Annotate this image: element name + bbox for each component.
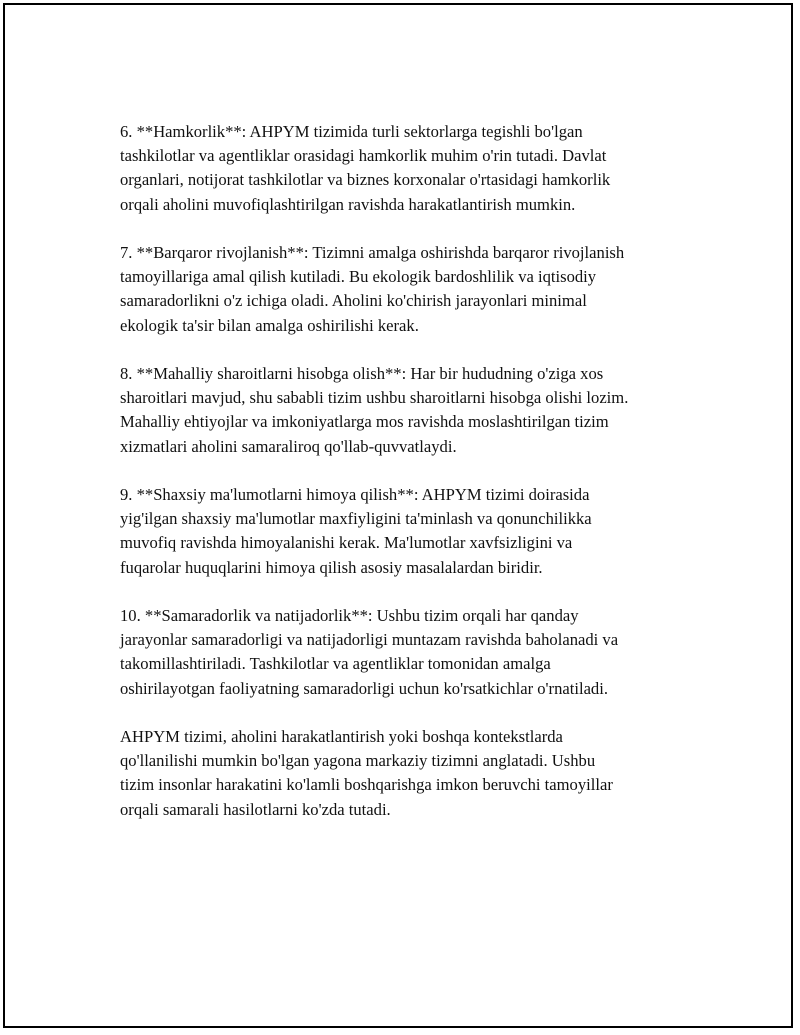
text-line: tizim insonlar harakatini ko'lamli boshqarishga imkon beruvchi tamoyillar: [120, 775, 613, 795]
text-line: tashkilotlar va agentliklar orasidagi hamkorlik muhim o'rin tutadi. Davlat: [120, 146, 607, 166]
text-line: 7. **Barqaror rivojlanish**: Tizimni amalga oshirishda barqaror rivojlanish: [120, 243, 625, 262]
text-line: tamoyillariga amal qilish kutiladi. Bu ekologik bardoshlilik va iqtisodiy: [120, 267, 597, 287]
text-line: 8. **Mahalliy sharoitlarni hisobga olish**: Har bir hududning o'ziga xos: [120, 364, 604, 383]
text-line: 9. **Shaxsiy ma'lumotlarni himoya qilish**: AHPYM tizimi doirasida: [120, 485, 590, 504]
text-line: 6. **Hamkorlik**: AHPYM tizimida turli sektorlarga tegishli bo'lgan: [120, 122, 583, 141]
paragraph-samaradorlik: [120, 604, 695, 701]
paragraph-shaxsiy-malumotlar: [120, 483, 695, 580]
text-line: jarayonlar samaradorligi va natijadorligi muntazam ravishda baholanadi va: [120, 630, 619, 650]
paragraph-conclusion: [120, 725, 695, 822]
paragraph-hamkorlik: [120, 120, 695, 217]
text-line: 10. **Samaradorlik va natijadorlik**: Ushbu tizim orqali har qanday: [120, 606, 579, 625]
text-line: oshirilayotgan faoliyatning samaradorligi uchun ko'rsatkichlar o'rnatiladi.: [120, 678, 608, 698]
text-line: muvofiq ravishda himoyalanishi kerak. Ma'lumotlar xavfsizligini va: [120, 533, 573, 553]
paragraph-barqaror-rivojlanish: [120, 241, 695, 338]
page-border: [3, 3, 793, 1028]
text-line: sharoitlari mavjud, shu sababli tizim ushbu sharoitlarni hisobga olishi lozim.: [120, 388, 629, 408]
text-line: orqali aholini muvofiqlashtirilgan ravishda harakatlantirish mumkin.: [120, 194, 576, 214]
text-line: Mahalliy ehtiyojlar va imkoniyatlarga mos ravishda moslashtirilgan tizim: [120, 412, 609, 432]
text-line: takomillashtiriladi. Tashkilotlar va agentliklar tomonidan amalga: [120, 654, 551, 674]
text-line: ekologik ta'sir bilan amalga oshirilishi kerak.: [120, 315, 419, 335]
text-line: qo'llanilishi mumkin bo'lgan yagona markaziy tizimni anglatadi. Ushbu: [120, 751, 596, 771]
document-body: [120, 120, 695, 846]
text-line: samaradorlikni o'z ichiga oladi. Aholini ko'chirish jarayonlari minimal: [120, 291, 587, 311]
text-line: AHPYM tizimi, aholini harakatlantirish yoki boshqa kontekstlarda: [120, 727, 563, 746]
text-line: yig'ilgan shaxsiy ma'lumotlar maxfiyligini ta'minlash va qonunchilikka: [120, 509, 592, 529]
paragraph-mahalliy-sharoitlar: [120, 362, 695, 459]
text-line: xizmatlari aholini samaraliroq qo'llab-quvvatlaydi.: [120, 436, 457, 456]
text-line: orqali samarali hasilotlarni ko'zda tutadi.: [120, 799, 391, 819]
text-line: organlari, notijorat tashkilotlar va biznes korxonalar o'rtasidagi hamkorlik: [120, 170, 611, 190]
text-line: fuqarolar huquqlarini himoya qilish asosiy masalalardan biridir.: [120, 557, 543, 577]
